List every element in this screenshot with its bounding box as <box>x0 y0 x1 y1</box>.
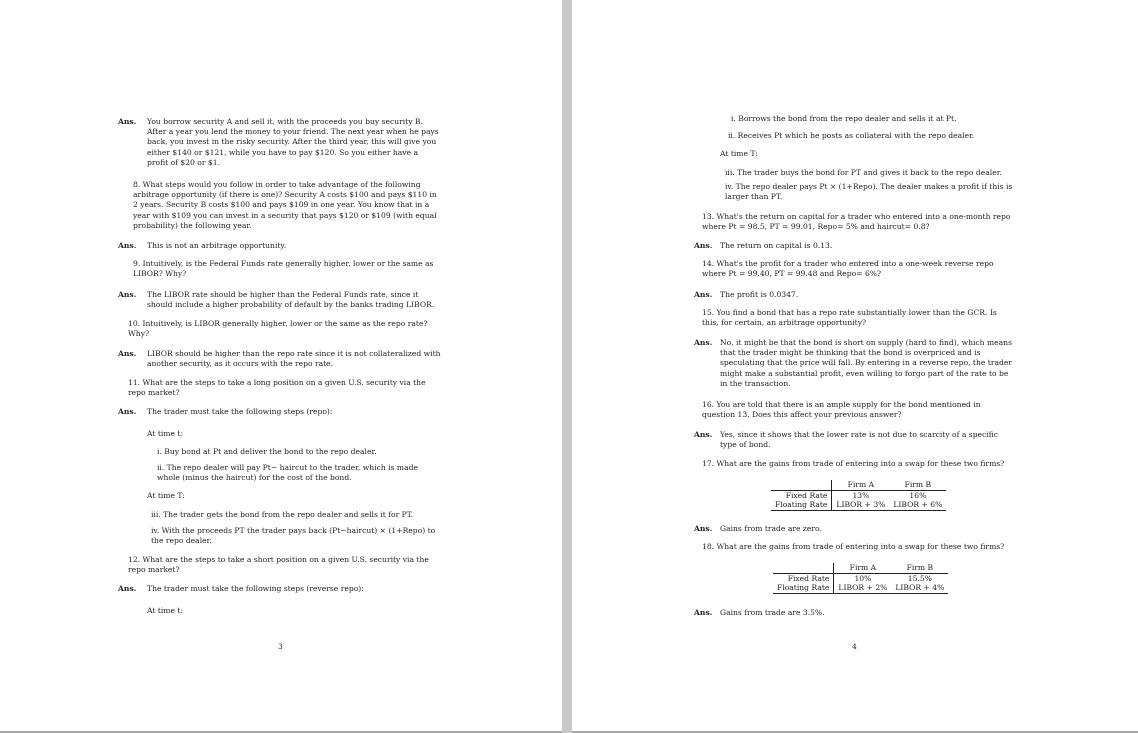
answer-label: Ans. <box>118 290 137 299</box>
row-label: Fixed Rate <box>773 573 834 583</box>
answer-17-text: Gains from trade are zero. <box>720 524 822 533</box>
answer-15-text: No, it might be that the bond is short on supply (hard to find), which means that the trader might be thinking that the bond is overpriced and is speculating that the price will fall. By entering in a reverse repo, the trader might make a substantial profit, even willing to forgo part of the rate to be in the transaction. <box>720 338 1012 388</box>
step-iv: iv. With the proceeds PT the trader pays back (Pt−haircut) × (1+Repo) to the repo dealer. <box>151 526 436 546</box>
question-16: 16. You are told that there is an ample supply for the bond mentioned in question 13. Does this affect your previous answer? <box>702 400 981 420</box>
answer-7-text: You borrow security A and sell it, with the proceeds you buy security B. After a year you lend the money to your friend. The next year when he pays back, you invest in the risky security. After the third year, this will give you either $140 or $121, while you have to pay $120. So you either have a profit of $20 or $1. <box>147 117 439 167</box>
at-time-T-label: At time T: <box>720 149 758 158</box>
step-i: i. Buy bond at Pt and deliver the bond to the repo dealer. <box>157 447 377 456</box>
answer-18-text: Gains from trade are 3.5%. <box>720 608 825 617</box>
question-15: 15. You find a bond that has a repo rate substantially lower than the GCR. Is this, for certain, an arbitrage opportunity? <box>702 308 997 328</box>
table-header: Firm A <box>847 480 875 489</box>
reverse-step-i: i. Borrows the bond from the repo dealer and sells it at Pt. <box>731 114 957 123</box>
question-9: 9. Intuitively, is the Federal Funds rate generally higher, lower or the same as LIBOR? Why? <box>133 259 434 279</box>
table-cell: LIBOR + 4% <box>891 583 948 593</box>
answer-label: Ans. <box>118 407 137 416</box>
answer-label: Ans. <box>694 608 713 617</box>
answer-10-text: LIBOR should be higher than the repo rate since it is not collateralized with another security, as it occurs with the repo rate. <box>147 349 441 369</box>
row-label: Fixed Rate <box>771 490 832 500</box>
answer-label: Ans. <box>118 584 137 593</box>
answer-label: Ans. <box>694 524 713 533</box>
document-page-3 <box>0 0 562 731</box>
answer-9-text: The LIBOR rate should be higher than the Federal Funds rate, since it should include a higher probability of default by the banks trading LIBOR. <box>147 290 435 310</box>
page-number: 4 <box>852 642 857 651</box>
question-12: 12. What are the steps to take a short position on a given U.S. security via the repo market? <box>128 555 429 575</box>
answer-label: Ans. <box>694 241 713 250</box>
table-cell: LIBOR + 2% <box>834 583 891 593</box>
table-cell: 15.5% <box>891 573 948 583</box>
answer-11-text: The trader must take the following steps (repo): <box>147 407 333 416</box>
answer-12-text: The trader must take the following steps (reverse repo): <box>147 584 364 593</box>
table-cell: LIBOR + 6% <box>889 500 946 510</box>
answer-label: Ans. <box>118 241 137 250</box>
question-17: 17. What are the gains from trade of entering into a swap for these two firms? <box>702 459 1005 468</box>
answer-label: Ans. <box>118 349 137 358</box>
table-header: Firm B <box>906 563 934 572</box>
question-13: 13. What's the return on capital for a trader who entered into a one-month repo where Pt = 98.5, PT = 99.01, Repo= 5% and haircut= 0.8? <box>702 212 1011 232</box>
question-14: 14. What's the profit for a trader who entered into a one-week reverse repo where Pt = 99.40, PT = 99.48 and Repo= 6%? <box>702 259 994 279</box>
question-18: 18. What are the gains from trade of entering into a swap for these two firms? <box>702 542 1005 551</box>
question-11: 11. What are the steps to take a long position on a given U.S. security via the repo market? <box>128 378 426 398</box>
answer-14-text: The profit is 0.0347. <box>720 290 799 299</box>
step-ii: ii. The repo dealer will pay Pt− haircut to the trader, which is made whole (minus the haircut) for the cost of the bond. <box>157 463 418 483</box>
answer-label: Ans. <box>694 430 713 439</box>
reverse-step-ii: ii. Receives Pt which he posts as collateral with the repo dealer. <box>728 131 975 140</box>
at-time-t-label: At time t: <box>147 429 184 438</box>
at-time-t-label: At time t: <box>147 606 184 615</box>
document-page-4 <box>572 0 1138 731</box>
table-cell: 13% <box>832 490 889 500</box>
table-header: Firm A <box>849 563 877 572</box>
table-header: Firm B <box>904 480 932 489</box>
answer-16-text: Yes, since it shows that the lower rate is not due to scarcity of a specific type of bond. <box>720 430 999 450</box>
page-gutter <box>562 0 572 733</box>
step-iii: iii. The trader gets the bond from the repo dealer and sells it for PT. <box>151 510 414 519</box>
table-cell: 10% <box>834 573 891 583</box>
answer-13-text: The return on capital is 0.13. <box>720 241 833 250</box>
swap-table-18 <box>773 563 948 594</box>
row-label: Floating Rate <box>773 583 834 593</box>
question-8: 8. What steps would you follow in order to take advantage of the following arbitrage opportunity (if there is one)? Security A costs $100 and pays $110 in 2 years. Security B costs $100 and pays $109 in one year. You know that in a year with $109 you can invest in a security that pays $120 or $109 (with equal probability) the following year. <box>133 180 437 230</box>
table-cell: 16% <box>889 490 946 500</box>
table-cell: LIBOR + 3% <box>832 500 889 510</box>
row-label: Floating Rate <box>771 500 832 510</box>
answer-label: Ans. <box>694 290 713 299</box>
reverse-step-iv: iv. The repo dealer pays Pt × (1+Repo). The dealer makes a profit if this is larger than PT. <box>725 182 1013 202</box>
question-10: 10. Intuitively, is LIBOR generally higher, lower or the same as the repo rate? Why? <box>128 319 428 339</box>
answer-label: Ans. <box>694 338 713 347</box>
answer-8-text: This is not an arbitrage opportunity. <box>147 241 287 250</box>
swap-table-17 <box>771 480 946 511</box>
at-time-T-label: At time T: <box>147 491 185 500</box>
page-number: 3 <box>278 642 283 651</box>
answer-label: Ans. <box>118 117 137 126</box>
reverse-step-iii: iii. The trader buys the bond for PT and gives it back to the repo dealer. <box>725 168 1002 177</box>
